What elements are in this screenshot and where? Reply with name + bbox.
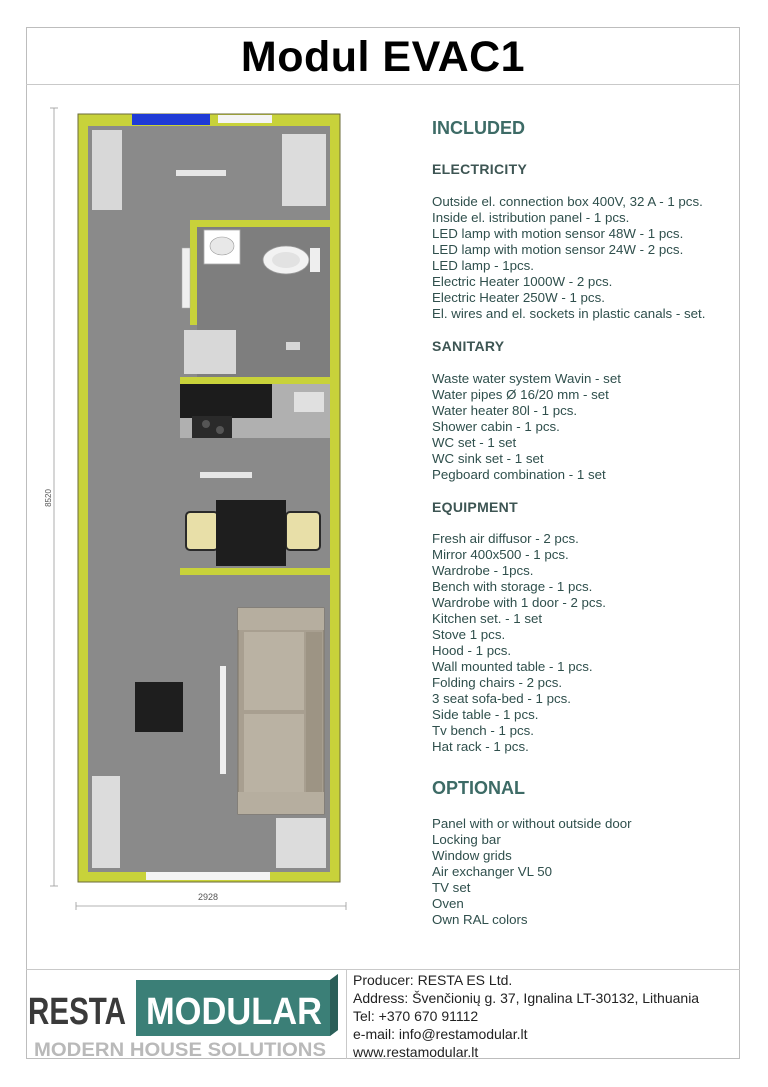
partition-wall <box>180 568 330 575</box>
list-item: Folding chairs - 2 pcs. <box>432 675 563 690</box>
sanitary-list <box>432 371 621 483</box>
list-item: TV set <box>432 880 471 895</box>
heater-top <box>176 170 226 176</box>
list-item: Waste water system Wavin - set <box>432 371 621 386</box>
page-title: Modul EVAC1 <box>240 33 526 81</box>
equipment-list <box>432 531 606 755</box>
height-dimension: 8520 <box>44 489 53 507</box>
list-item: LED lamp with motion sensor 24W - 2 pcs. <box>432 242 684 257</box>
list-item: Hood - 1 pcs. <box>432 643 512 658</box>
optional-list <box>432 816 632 928</box>
list-item: Water pipes Ø 16/20 mm - set <box>432 387 609 402</box>
title-divider <box>26 84 740 85</box>
list-item: Shower cabin - 1 pcs. <box>432 419 560 434</box>
email-link[interactable]: e-mail: info@restamodular.lt <box>353 1026 528 1042</box>
stove <box>192 416 232 438</box>
list-item: Locking bar <box>432 832 501 847</box>
door-bottom <box>146 872 270 880</box>
window-top <box>132 114 210 125</box>
website-link[interactable]: www.restamodular.lt <box>353 1044 479 1060</box>
footer-divider <box>26 969 740 970</box>
width-dimension: 2928 <box>197 892 219 902</box>
list-item: Pegboard combination - 1 set <box>432 467 606 482</box>
list-item: WC set - 1 set <box>432 435 517 450</box>
list-item: El. wires and el. sockets in plastic canals - set. <box>432 306 706 321</box>
list-item: Window grids <box>432 848 512 863</box>
logo-tagline: MODERN HOUSE SOLUTIONS <box>34 1040 326 1058</box>
list-item: Electric Heater 1000W - 2 pcs. <box>432 274 613 289</box>
list-item: Inside el. istribution panel - 1 pcs. <box>432 210 630 225</box>
list-item: Mirror 400x500 - 1 pcs. <box>432 547 569 562</box>
included-heading: INCLUDED <box>432 118 525 138</box>
wardrobe-top-right <box>282 134 326 206</box>
producer: Producer: RESTA ES Ltd. <box>353 972 513 988</box>
cabinet <box>184 330 236 374</box>
electricity-heading: ELECTRICITY <box>432 161 528 177</box>
list-item: Tv bench - 1 pcs. <box>432 723 534 738</box>
list-item: Hat rack - 1 pcs. <box>432 739 529 754</box>
equipment-heading: EQUIPMENT <box>432 499 518 515</box>
list-item: Wall mounted table - 1 pcs. <box>432 659 593 674</box>
list-item: Panel with or without outside door <box>432 816 632 831</box>
side-table <box>135 682 183 732</box>
list-item: Water heater 80l - 1 pcs. <box>432 403 578 418</box>
list-item: Side table - 1 pcs. <box>432 707 539 722</box>
list-item: Outside el. connection box 400V, 32 A - 1 pcs. <box>432 194 703 209</box>
list-item: Wardrobe - 1pcs. <box>432 563 534 578</box>
chair-right <box>286 512 320 550</box>
list-item: Wardrobe with 1 door - 2 pcs. <box>432 595 606 610</box>
electricity-list <box>432 194 705 322</box>
list-item: Air exchanger VL 50 <box>432 864 552 879</box>
heater-middle <box>200 472 252 478</box>
list-item: Bench with storage - 1 pcs. <box>432 579 593 594</box>
sanitary-heading: SANITARY <box>432 338 505 354</box>
wardrobe-bottom-right <box>276 818 326 868</box>
list-item: Electric Heater 250W - 1 pcs. <box>432 290 605 305</box>
list-item: LED lamp with motion sensor 48W - 1 pcs. <box>432 226 684 241</box>
tv-bench <box>220 666 226 774</box>
kitchen-dark <box>180 384 272 418</box>
list-item: 3 seat sofa-bed - 1 pcs. <box>432 691 571 706</box>
contact-info <box>353 971 699 1061</box>
kitchen-sink <box>294 392 324 412</box>
optional-heading: OPTIONAL <box>432 778 525 798</box>
list-item: Own RAL colors <box>432 912 528 927</box>
mirror <box>182 248 190 308</box>
list-item: Fresh air diffusor - 2 pcs. <box>432 531 579 546</box>
dining-table <box>216 500 286 566</box>
floor-plan <box>40 100 360 917</box>
logo-text-modular: MODULAR <box>146 991 322 1033</box>
vent-top <box>218 115 272 123</box>
list-item: Kitchen set. - 1 set <box>432 611 543 626</box>
company-logo <box>28 972 346 1058</box>
list-item: Oven <box>432 896 464 911</box>
footer-vertical-divider <box>346 969 347 1059</box>
logo-text-resta: RESTA <box>28 991 126 1033</box>
wardrobe-bottom-left <box>92 776 120 868</box>
address: Address: Švenčionių g. 37, Ignalina LT-30132, Lithuania <box>353 990 700 1006</box>
list-item: WC sink set - 1 set <box>432 451 544 466</box>
wardrobe-top-left <box>92 130 122 210</box>
chair-left <box>186 512 218 550</box>
list-item: Stove 1 pcs. <box>432 627 506 642</box>
phone: Tel: +370 670 91112 <box>353 1008 479 1024</box>
list-item: LED lamp - 1pcs. <box>432 258 534 273</box>
